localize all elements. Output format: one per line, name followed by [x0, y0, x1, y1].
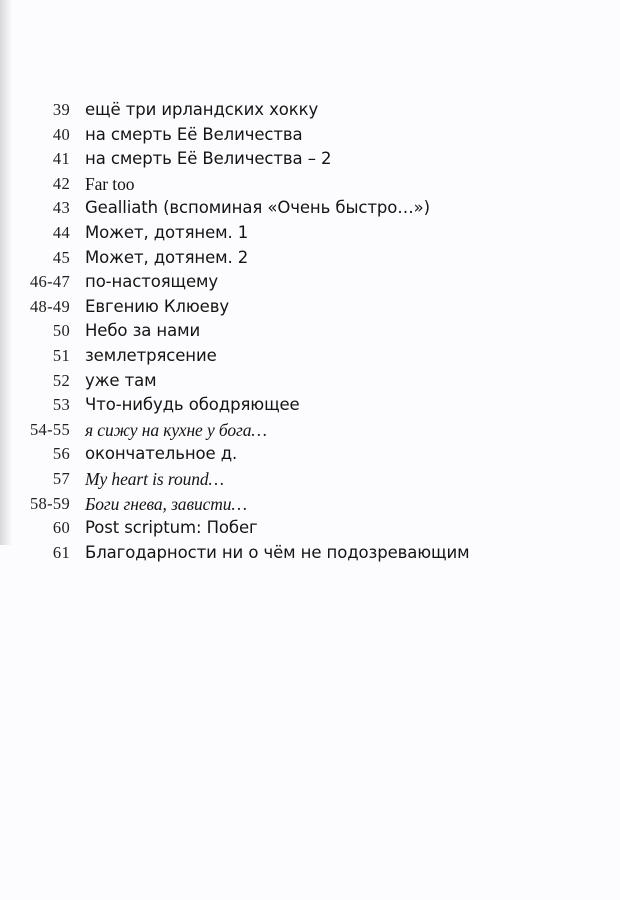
toc-entry: [0, 270, 620, 295]
toc-page-number: 41: [52, 149, 70, 169]
toc-entry: [0, 442, 620, 467]
toc-title: Евгению Клюеву: [85, 296, 230, 316]
toc-entry: [0, 369, 620, 394]
toc-title: Far too: [85, 173, 135, 194]
toc-title: окончательное д.: [85, 444, 238, 464]
toc-title: Post scriptum: Побег: [85, 518, 258, 538]
toc-entry: [0, 418, 620, 443]
toc-entry: [0, 393, 620, 418]
toc-title: Боги гнева, зависти…: [85, 493, 247, 514]
toc-entry: [0, 319, 620, 344]
toc-entry: [0, 492, 620, 517]
toc-page-number: 60: [52, 518, 70, 538]
toc-entry: [0, 123, 620, 148]
toc-title: по-настоящему: [85, 272, 219, 292]
toc-page-number: 42: [52, 173, 70, 193]
toc-page-number: 44: [52, 222, 70, 242]
toc-entry: [0, 98, 620, 123]
toc-entry: [0, 147, 620, 172]
toc-page-number: 57: [52, 468, 70, 488]
toc-page-number: 39: [52, 100, 70, 119]
toc-title: Небо за нами: [85, 321, 201, 341]
toc-entry: [0, 541, 620, 566]
toc-page-number: 61: [52, 542, 70, 562]
toc-page-number: 53: [52, 395, 70, 415]
toc-page-number: 58-59: [30, 493, 70, 513]
toc-title: я сижу на кухне у бога…: [85, 419, 267, 440]
toc-entry: [0, 467, 620, 492]
table-of-contents: [0, 98, 620, 565]
toc-entry: [0, 196, 620, 221]
toc-title: ещё три ирландских хокку: [85, 100, 319, 119]
toc-page-number: 56: [52, 444, 70, 464]
toc-page-number: 50: [52, 321, 70, 341]
toc-entry: [0, 246, 620, 271]
toc-page-number: 45: [52, 247, 70, 267]
toc-page-number: 52: [52, 370, 70, 390]
toc-page-number: 51: [52, 345, 70, 365]
toc-entry: [0, 221, 620, 246]
toc-entry: [0, 172, 620, 197]
toc-title: My heart is round…: [85, 468, 225, 489]
toc-entry: [0, 295, 620, 320]
toc-title: Благодарности ни о чём не подозревающим: [85, 542, 470, 562]
toc-page-number: 48-49: [30, 296, 70, 316]
toc-title: Gealliath (вспоминая «Очень быстро…»): [85, 198, 430, 218]
toc-title: землетрясение: [85, 345, 217, 365]
toc-page-number: 46-47: [30, 272, 70, 292]
toc-title: Что-нибудь ободряющее: [85, 395, 300, 415]
toc-page-number: 43: [52, 198, 70, 218]
toc-title: уже там: [85, 370, 157, 390]
toc-title: на смерть Её Величества: [85, 124, 303, 144]
toc-entry: [0, 344, 620, 369]
toc-title: Может, дотянем. 1: [85, 222, 249, 242]
toc-title: на смерть Её Величества – 2: [85, 149, 332, 169]
toc-title: Может, дотянем. 2: [85, 247, 249, 267]
toc-entry: [0, 516, 620, 541]
toc-page-number: 54-55: [30, 419, 70, 439]
toc-page-number: 40: [52, 124, 70, 144]
